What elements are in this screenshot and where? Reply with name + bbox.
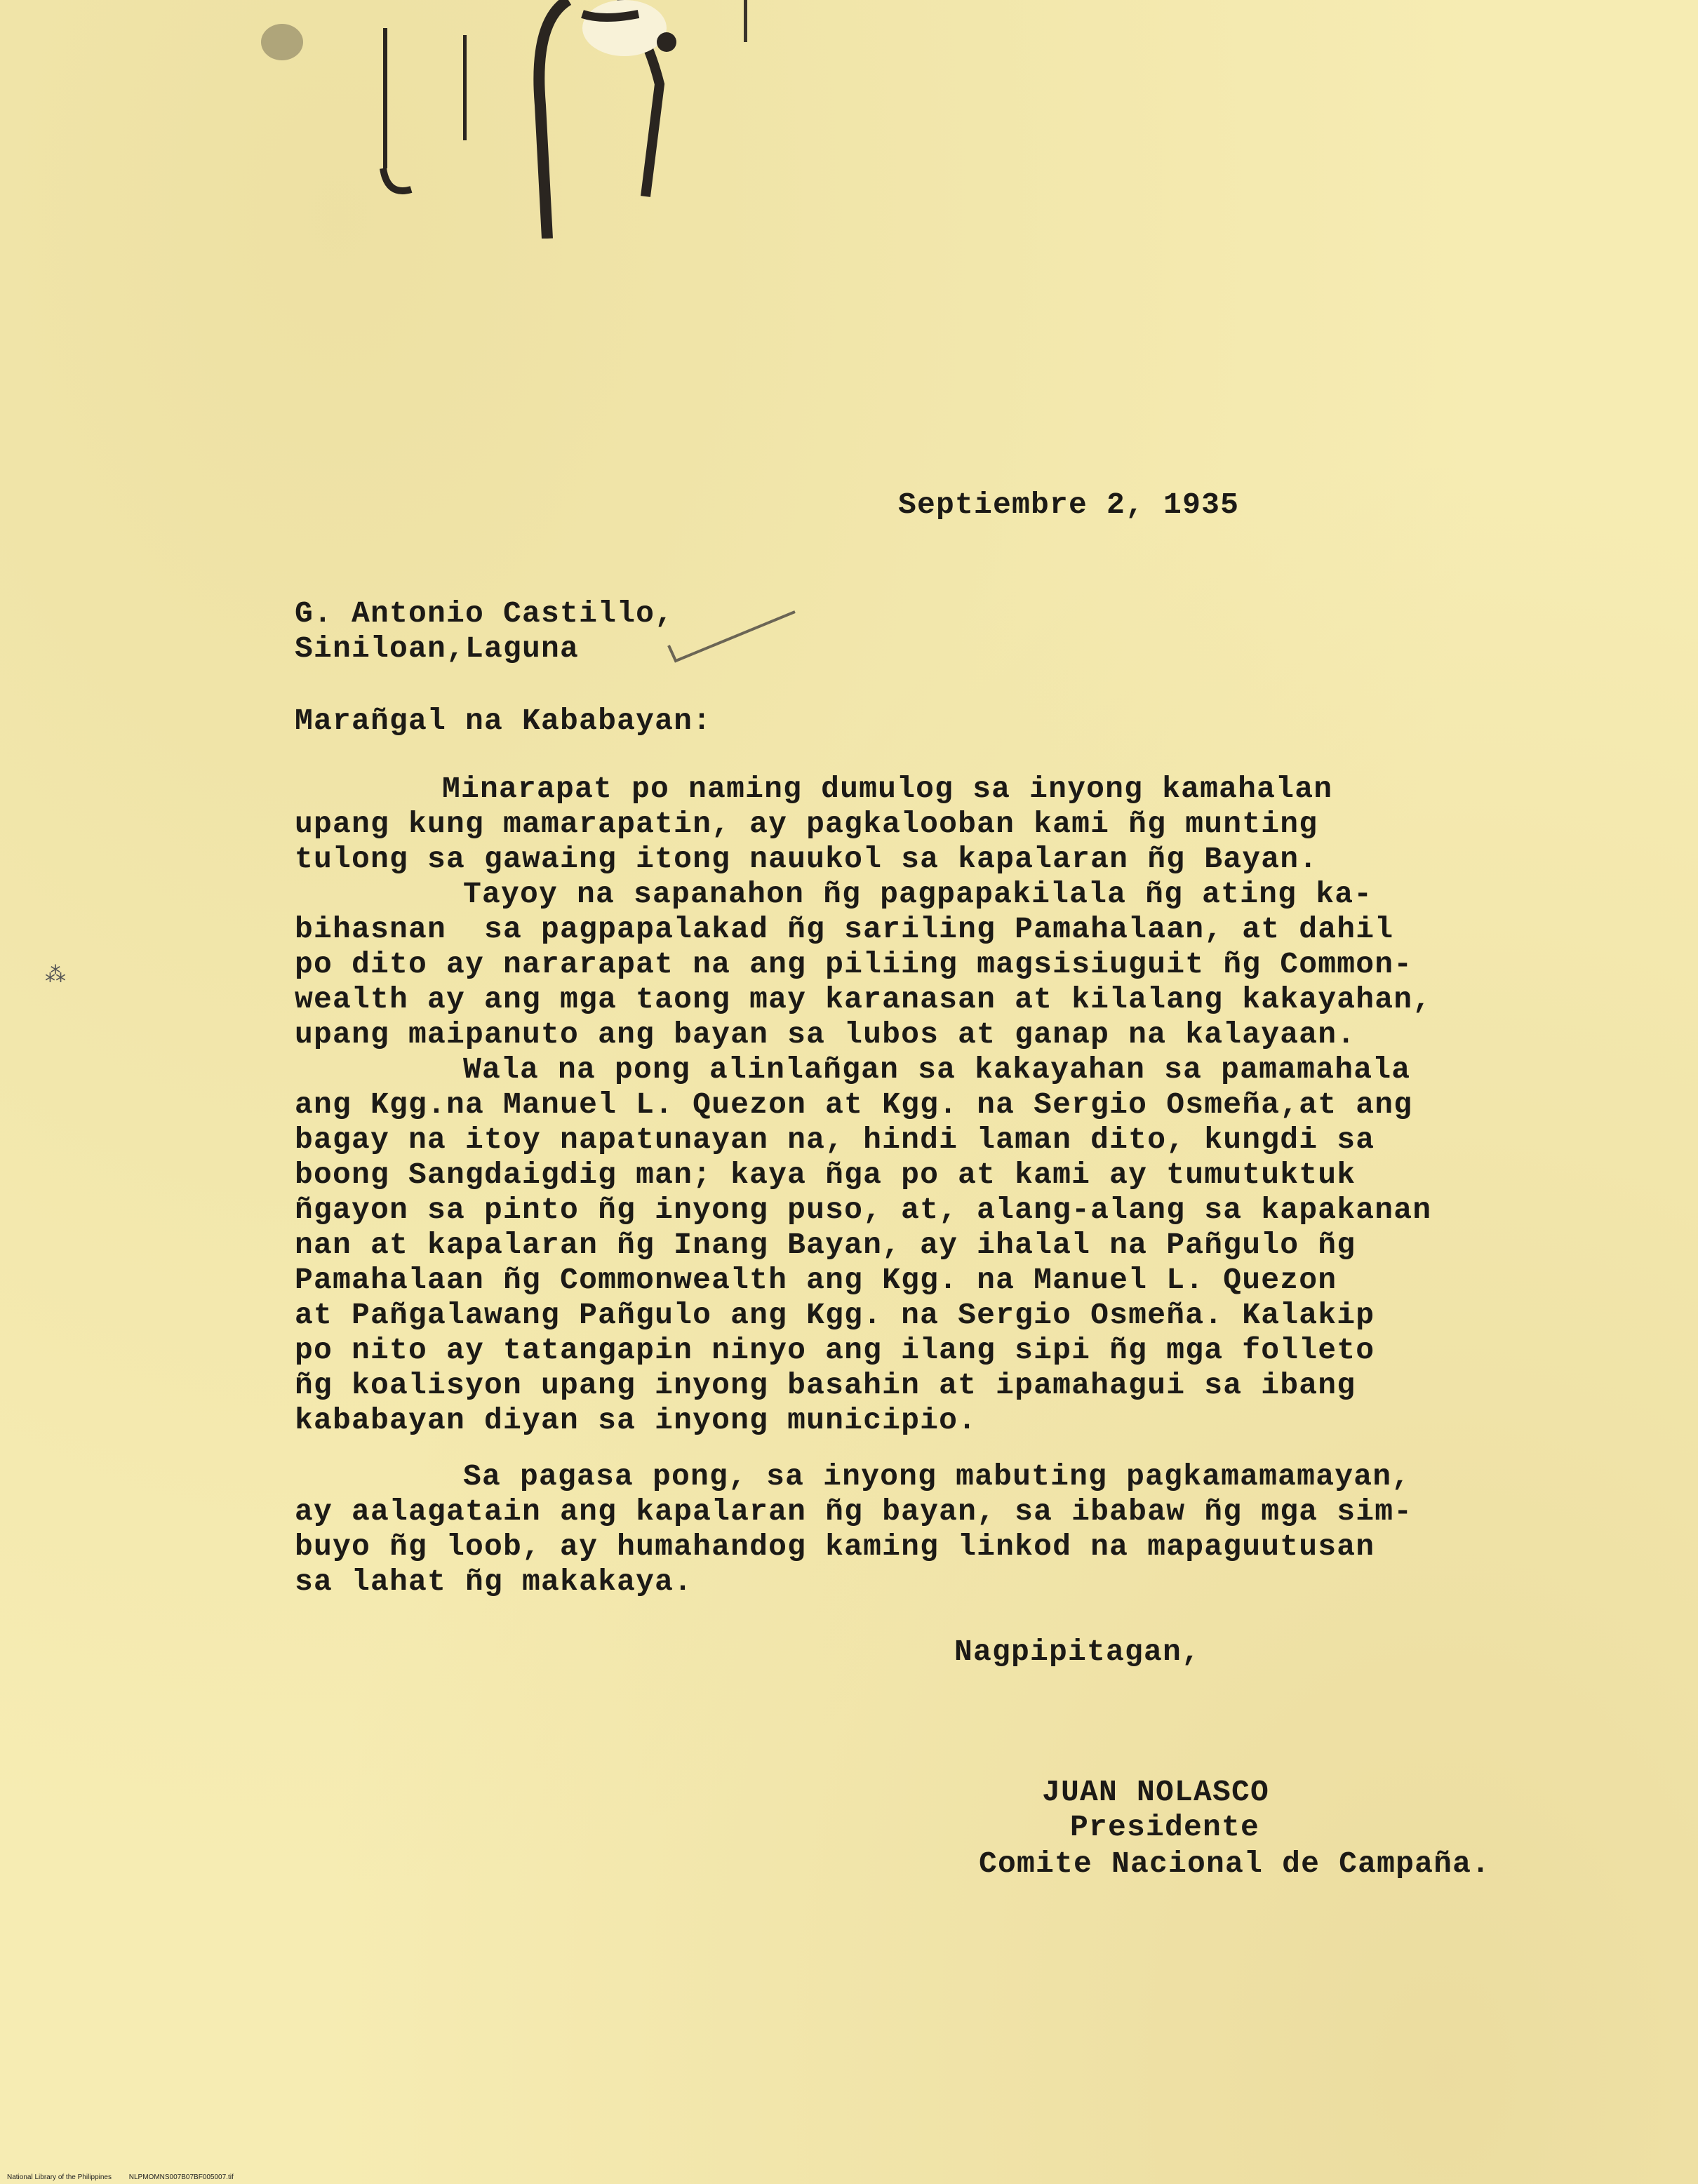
body-line: at Pañgalawang Pañgulo ang Kgg. na Sergio Osmeña. Kalakip: [295, 1298, 1375, 1332]
footer-file-id: NLPMOMNS007B07BF005007.tif: [128, 2173, 234, 2181]
closing-line: Sa pagasa pong, sa inyong mabuting pagkamamamayan,: [463, 1459, 1411, 1494]
body-line: kababayan diyan sa inyong municipio.: [295, 1403, 977, 1438]
body-line: wealth ay ang mga taong may karanasan at kilalang kakayahan,: [295, 982, 1432, 1017]
body-line: po nito ay tatangapin ninyo ang ilang sipi ñg mga folleto: [295, 1333, 1375, 1367]
signatory-title: Presidente: [1070, 1810, 1260, 1844]
body-line: upang kung mamarapatin, ay pagkalooban kami ñg munting: [295, 807, 1318, 841]
body-line: po dito ay nararapat na ang piliing magsisiuguit ñg Common-: [295, 947, 1413, 982]
body-line: boong Sangdaigdig man; kaya ñga po at kami ay tumutuktuk: [295, 1158, 1356, 1192]
closing-line: buyo ñg loob, ay humahandog kaming linkod na mapaguutusan: [295, 1529, 1375, 1564]
valediction: Nagpipitagan,: [954, 1635, 1201, 1669]
body-line: bagay na itoy napatunayan na, hindi laman dito, kungdi sa: [295, 1123, 1375, 1157]
body-line: Minarapat po naming dumulog sa inyong kamahalan: [442, 772, 1333, 806]
body-line: ñg koalisyon upang inyong basahin at ipamahagui sa ibang: [295, 1368, 1356, 1402]
body-line: upang maipanuto ang bayan sa lubos at ganap na kalayaan.: [295, 1017, 1356, 1052]
body-line: Wala na pong alinlañgan sa kakayahan sa pamamahala: [463, 1052, 1411, 1087]
signatory-organization: Comite Nacional de Campaña.: [979, 1847, 1491, 1881]
body-line: ang Kgg.na Manuel L. Quezon at Kgg. na Sergio Osmeña,at ang: [295, 1087, 1413, 1122]
body-line: tulong sa gawaing itong nauukol sa kapalaran ñg Bayan.: [295, 842, 1318, 876]
signatory-name: JUAN NOLASCO: [1042, 1775, 1270, 1809]
closing-line: ay aalagatain ang kapalaran ñg bayan, sa ibabaw ñg mga sim-: [295, 1494, 1413, 1529]
addressee-name: G. Antonio Castillo,: [295, 596, 674, 631]
closing-line: sa lahat ñg makakaya.: [295, 1565, 693, 1599]
body-line: Tayoy na sapanahon ñg pagpapakilala ñg ating ka-: [463, 877, 1373, 911]
footer-library: National Library of the Philippines: [7, 2173, 112, 2181]
letter-date: Septiembre 2, 1935: [898, 488, 1240, 522]
body-line: ñgayon sa pinto ñg inyong puso, at, alang-alang sa kapakanan: [295, 1193, 1432, 1227]
scan-footer: [7, 2173, 249, 2181]
check-mark: [663, 610, 803, 666]
body-line: Pamahalaan ñg Commonwealth ang Kgg. na Manuel L. Quezon: [295, 1263, 1337, 1297]
body-line: bihasnan sa pagpapalakad ñg sariling Pamahalaan, at dahil: [295, 912, 1394, 946]
margin-mark-icon: ⁂: [45, 965, 66, 989]
salutation: Marañgal na Kababayan:: [295, 704, 712, 738]
body-line: nan at kapalaran ñg Inang Bayan, ay ihalal na Pañgulo ñg: [295, 1228, 1356, 1262]
ink-stain-marks: [253, 0, 786, 239]
addressee-place: Siniloan,Laguna: [295, 631, 580, 666]
